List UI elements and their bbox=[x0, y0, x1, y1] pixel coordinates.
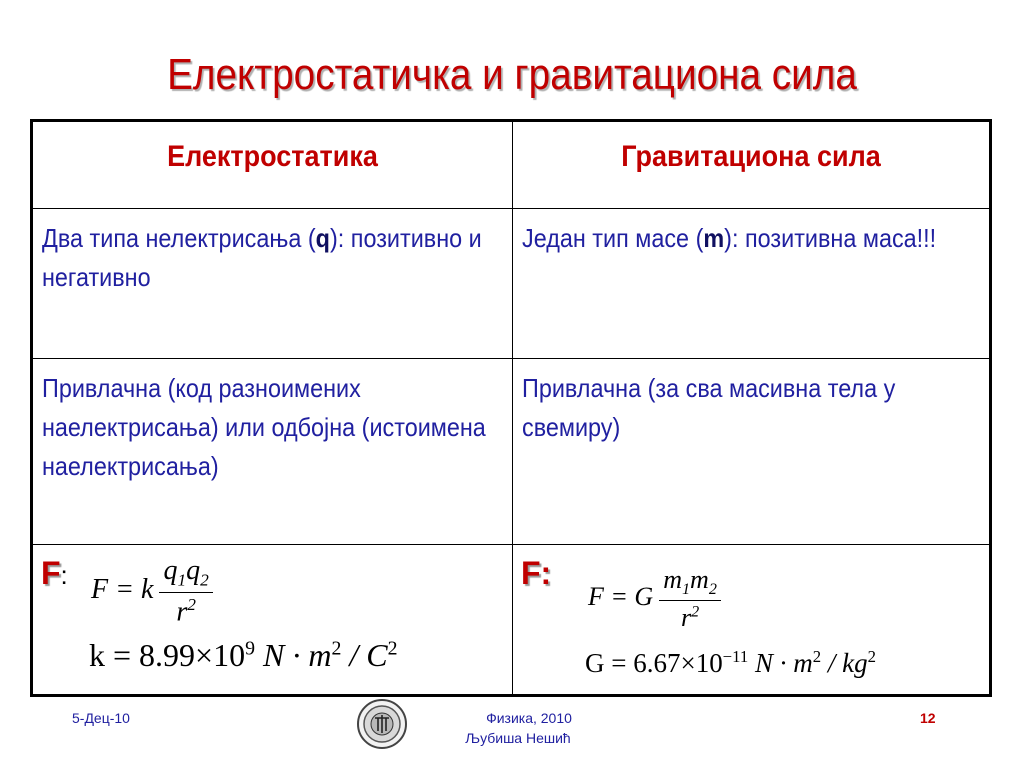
footer-course: Физика, 2010 bbox=[486, 710, 572, 726]
cell-newton-law bbox=[513, 545, 989, 694]
cell-gravity-nature bbox=[513, 359, 989, 544]
cell-electric-nature bbox=[33, 359, 513, 544]
newton-formula: F = G $\frac{m_1m_2}{r^2}$ bbox=[588, 565, 721, 633]
header-cell-gravity bbox=[513, 122, 989, 208]
header-electrostatics: Електростатика bbox=[167, 140, 378, 173]
footer-date: 5-Дец-10 bbox=[72, 710, 130, 726]
gravity-nature-text: Привлачна (за сва масивна тела у свемиру) bbox=[522, 373, 896, 442]
header-gravity: Гравитациона сила bbox=[621, 140, 881, 173]
gravitational-constant: $G = 6.67\times 10^{-11}$ $N \cdot m^2 / kg^2$ bbox=[585, 647, 877, 678]
faculty-seal-logo-icon bbox=[356, 698, 408, 750]
footer-author: Љубиша Нешић bbox=[465, 730, 571, 746]
slide-title: Електростатичка и гравитациона сила bbox=[167, 50, 857, 99]
table-row bbox=[33, 359, 989, 545]
cell-charge-types bbox=[33, 209, 513, 358]
cell-mass-types bbox=[513, 209, 989, 358]
electric-nature-text: Привлачна (код разноимених наелектрисања) или одбојна (истоимена наелектрисања) bbox=[42, 373, 486, 481]
mass-types-text: Један тип масе (m): позитивна маса!!! bbox=[522, 223, 937, 253]
slide-number: 12 bbox=[920, 710, 936, 726]
force-label-gravity: F: bbox=[521, 555, 552, 591]
comparison-table bbox=[30, 119, 992, 697]
charge-types-text: Два типа нелектрисања (q): позитивно и негативно bbox=[42, 223, 482, 292]
coulomb-constant: $k = 8.99\times 10^9$ $N \cdot m^2 / C^2$ bbox=[89, 637, 398, 673]
cell-coulomb-law bbox=[33, 545, 513, 694]
table-row bbox=[33, 209, 989, 359]
table-header-row bbox=[33, 122, 989, 209]
table-row-formulas bbox=[33, 545, 989, 694]
coulomb-formula: F = k $\frac{q_1q_2}{r^2}$ bbox=[91, 555, 213, 628]
force-label-electric: F: bbox=[41, 555, 68, 591]
header-cell-electrostatics bbox=[33, 122, 513, 208]
